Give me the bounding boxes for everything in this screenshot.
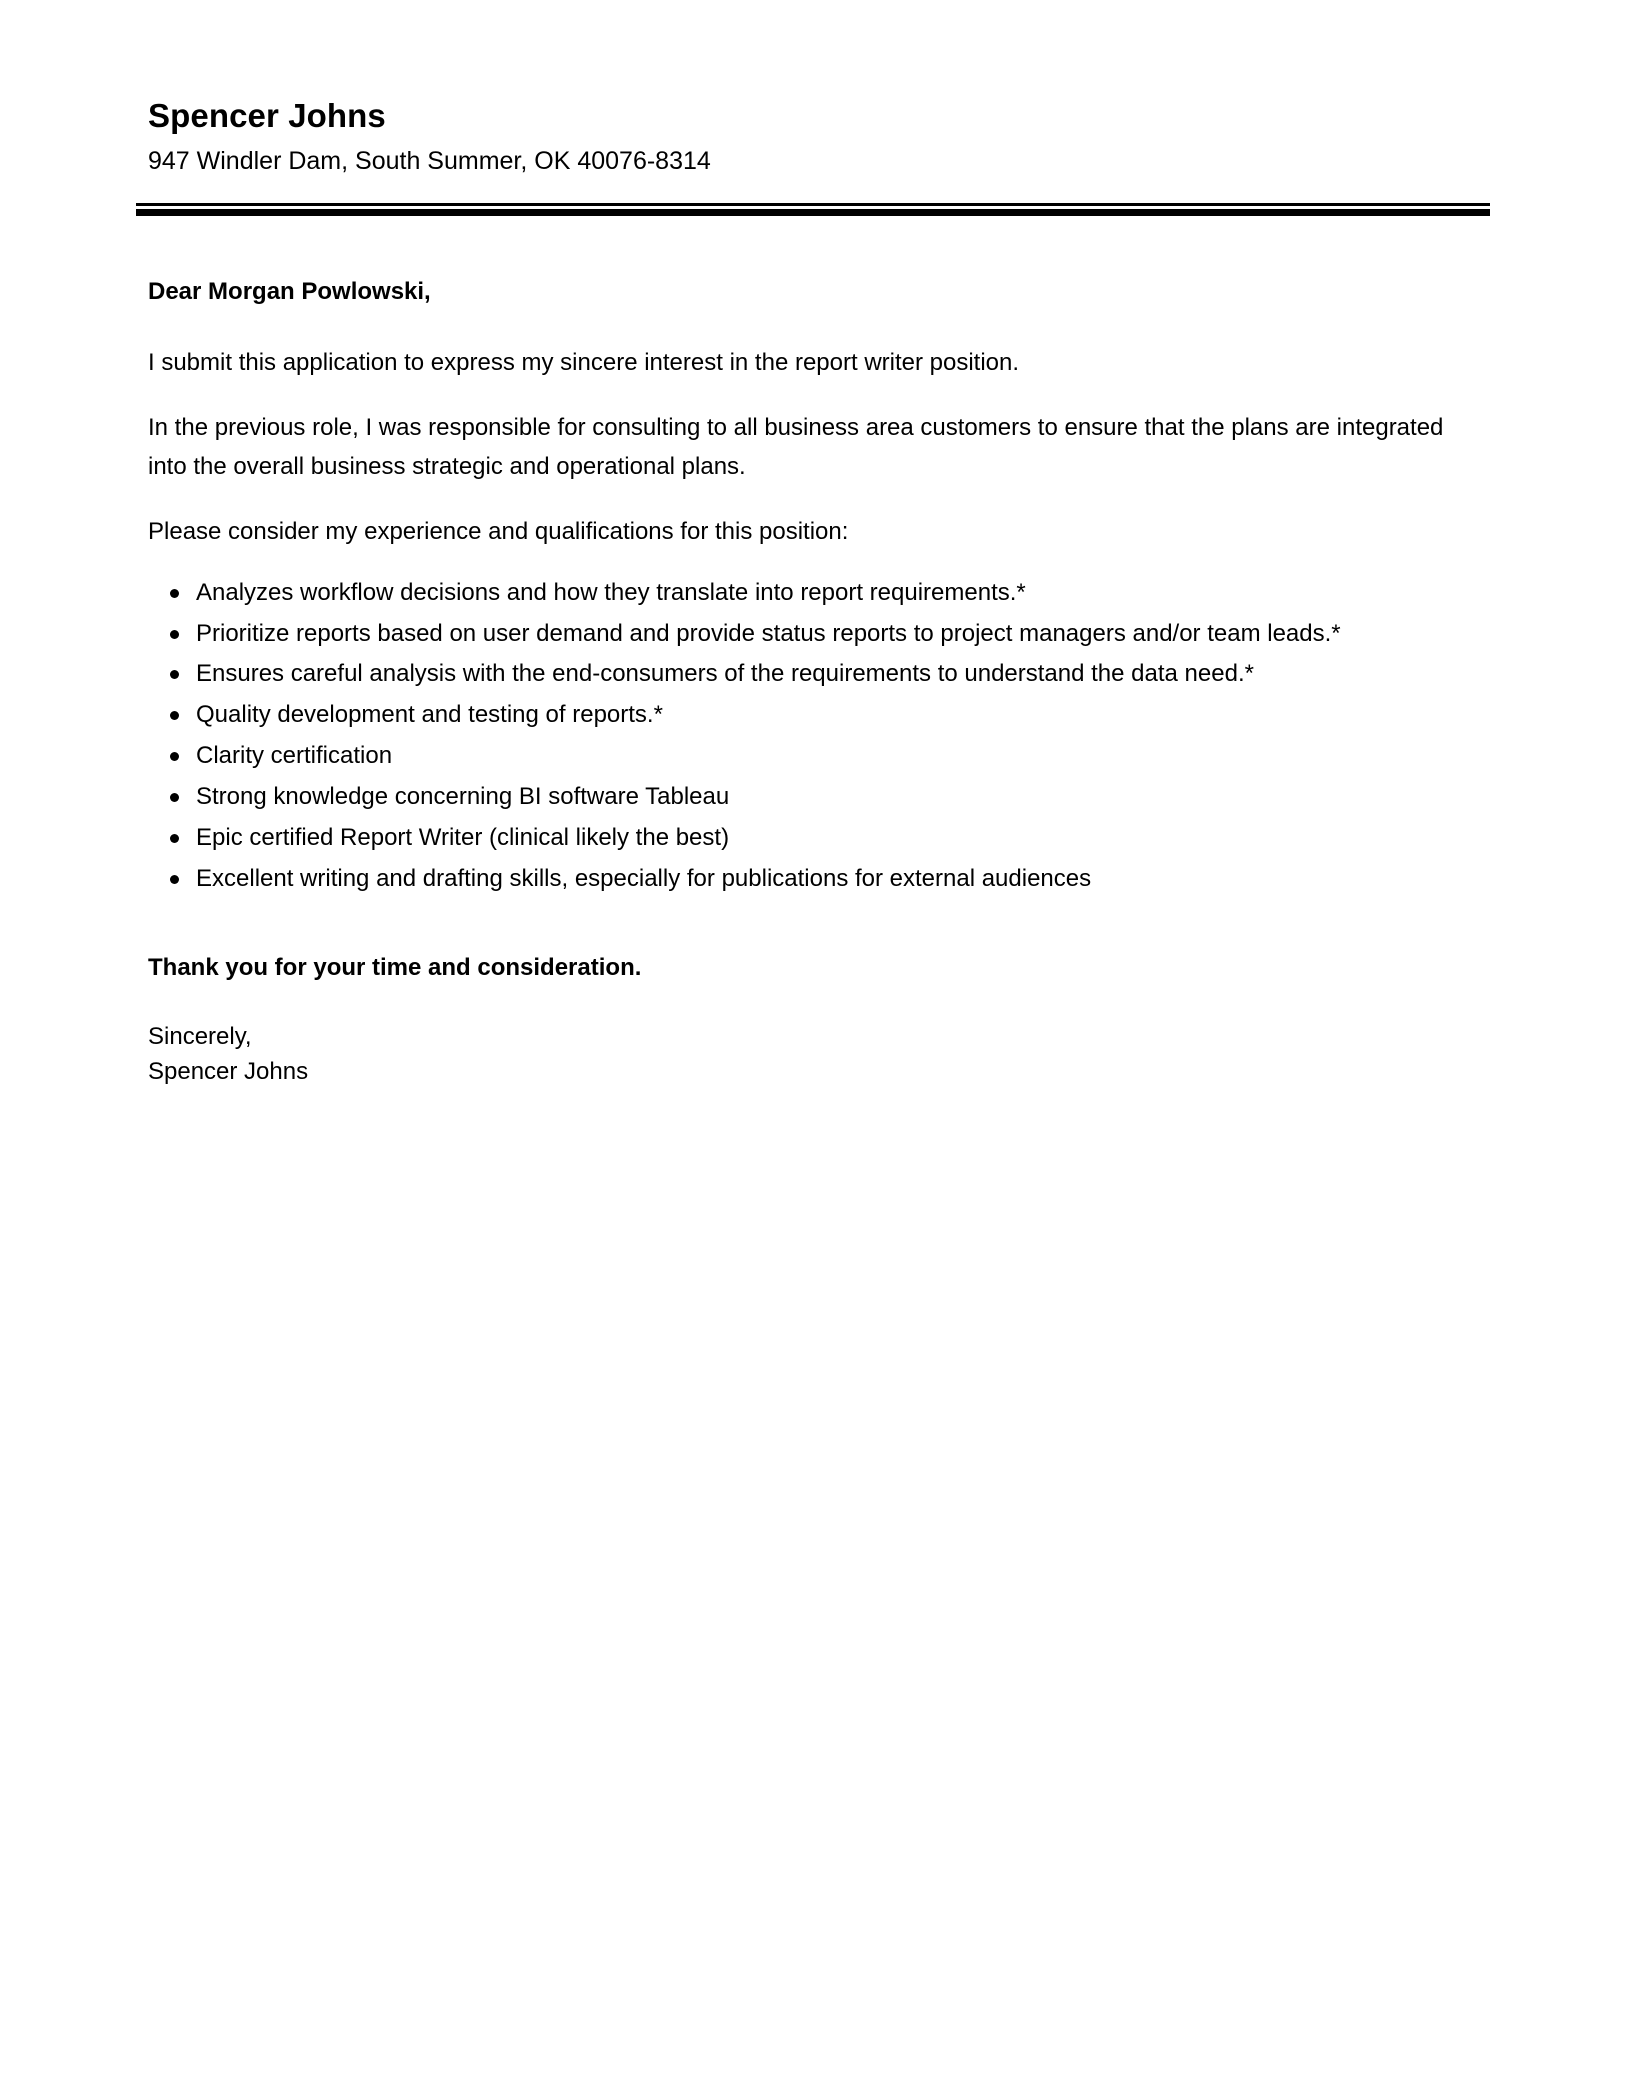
signoff-closing: Sincerely,: [148, 1023, 252, 1051]
bullet-icon: [170, 752, 179, 761]
sender-address: 947 Windler Dam, South Summer, OK 40076-8314: [148, 147, 711, 176]
list-item-label: Excellent writing and drafting skills, especially for publications for external audiences: [196, 864, 1092, 892]
intro-paragraph: I submit this application to express my sincere interest in the report writer position.: [148, 349, 1020, 377]
list-item: [148, 696, 1460, 735]
list-item: [148, 778, 1460, 817]
list-lead-in: Please consider my experience and qualifications for this position:: [148, 517, 849, 545]
divider-thick-rule: [136, 209, 1490, 216]
signoff-name: Spencer Johns: [148, 1058, 309, 1086]
closing-block: [148, 951, 1468, 1090]
list-item-label: Analyzes workflow decisions and how they translate into report requirements.*: [196, 578, 1026, 606]
experience-paragraph: In the previous role, I was responsible for consulting to all business area customers to ensure that the plans are integrated into the overall business strategic and operational plans.: [148, 414, 1444, 480]
bullet-icon: [170, 875, 179, 884]
signature-block: [148, 1020, 1468, 1090]
bullet-icon: [170, 589, 179, 598]
list-item: [148, 574, 1460, 613]
qualifications-list: [148, 574, 1468, 899]
list-item-label: Strong knowledge concerning BI software Tableau: [196, 783, 730, 811]
bullet-icon: [170, 670, 179, 679]
bullet-icon: [170, 834, 179, 843]
list-item: [148, 737, 1460, 776]
list-item: [148, 860, 1460, 899]
list-item-label: Prioritize reports based on user demand and provide status reports to project managers and/or team leads.*: [196, 619, 1341, 647]
list-item: [148, 655, 1460, 694]
header-divider: [136, 203, 1490, 216]
bullet-icon: [170, 793, 179, 802]
list-item-label: Epic certified Report Writer (clinical likely the best): [196, 823, 730, 851]
document-content: [148, 0, 1468, 1090]
salutation: Dear Morgan Powlowski,: [148, 277, 431, 305]
thank-you-line: Thank you for your time and consideration.: [148, 953, 642, 981]
list-item-label: Clarity certification: [196, 742, 393, 770]
letter-body: [148, 276, 1468, 1090]
list-item-label: Quality development and testing of reports.*: [196, 701, 663, 729]
letterhead: [148, 0, 1468, 178]
list-item: [148, 819, 1460, 858]
bullet-icon: [170, 711, 179, 720]
sender-name: Spencer Johns: [148, 97, 386, 134]
bullet-icon: [170, 630, 179, 639]
list-item-label: Ensures careful analysis with the end-consumers of the requirements to understand the data need.*: [196, 660, 1254, 688]
list-item: [148, 615, 1460, 654]
